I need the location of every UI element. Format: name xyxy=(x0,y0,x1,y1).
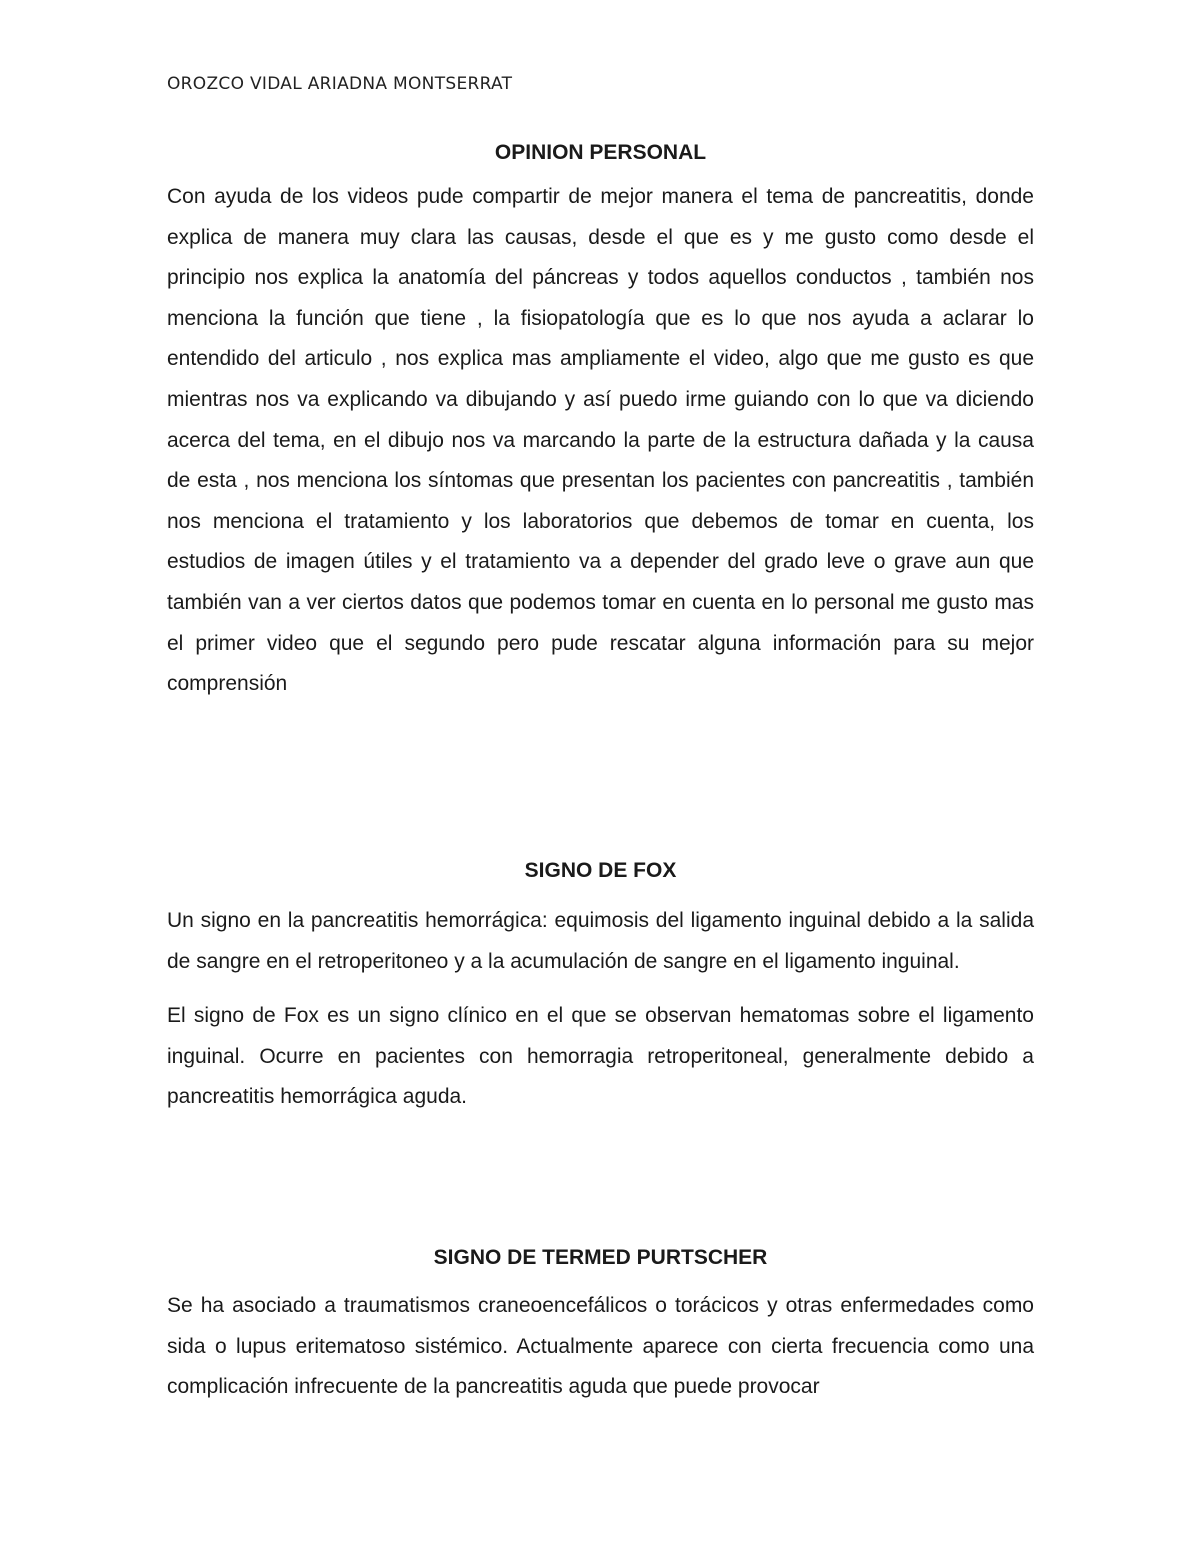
section-signo-de-purtscher xyxy=(167,1245,1034,1408)
body-paragraph: El signo de Fox es un signo clínico en el que se observan hematomas sobre el ligamento inguinal. Ocurre en pacientes con hemorragia retroperitoneal, generalmente debido a pancreatitis hemorrágica aguda. xyxy=(167,1004,1034,1109)
section-title: SIGNO DE FOX xyxy=(524,859,677,882)
section-signo-de-fox xyxy=(167,858,1034,1118)
body-paragraph: Se ha asociado a traumatismos craneoencefálicos o torácicos y otras enfermedades como sida o lupus eritematoso sistémico. Actualmente aparece con cierta frecuencia como una complicación infrecuente de la pancreatitis aguda que puede provocar xyxy=(167,1294,1034,1399)
body-paragraph: Con ayuda de los videos pude compartir de mejor manera el tema de pancreatitis, donde explica de manera muy clara las causas, desde el que es y me gusto como desde el principio nos explica la anatomía del páncreas y todos aquellos conductos , también nos menciona la función que tiene , la fisiopatología que es lo que nos ayuda a aclarar lo entendido del articulo , nos explica mas ampliamente el video, algo que me gusto es que mientras nos va explicando va dibujando y así puedo irme guiando con lo que va diciendo acerca del tema, en el dibujo nos va marcando la parte de la estructura dañada y la causa de esta , nos menciona los síntomas que presentan los pacientes con pancreatitis , también nos menciona el tratamiento y los laboratorios que debemos de tomar en cuenta, los estudios de imagen útiles y el tratamiento va a depender del grado leve o grave aun que también van a ver ciertos datos que podemos tomar en cuenta en lo personal me gusto mas el primer video que el segundo pero pude rescatar alguna información para su mejor comprensión xyxy=(167,185,1034,696)
body-paragraph: Un signo en la pancreatitis hemorrágica: equimosis del ligamento inguinal debido a la salida de sangre en el retroperitoneo y a la acumulación de sangre en el ligamento inguinal. xyxy=(167,909,1034,973)
section-title: SIGNO DE TERMED PURTSCHER xyxy=(433,1246,768,1269)
page-header-author: OROZCO VIDAL ARIADNA MONTSERRAT xyxy=(167,74,513,94)
section-title: OPINION PERSONAL xyxy=(494,141,707,164)
section-opinion-personal xyxy=(167,140,1034,705)
